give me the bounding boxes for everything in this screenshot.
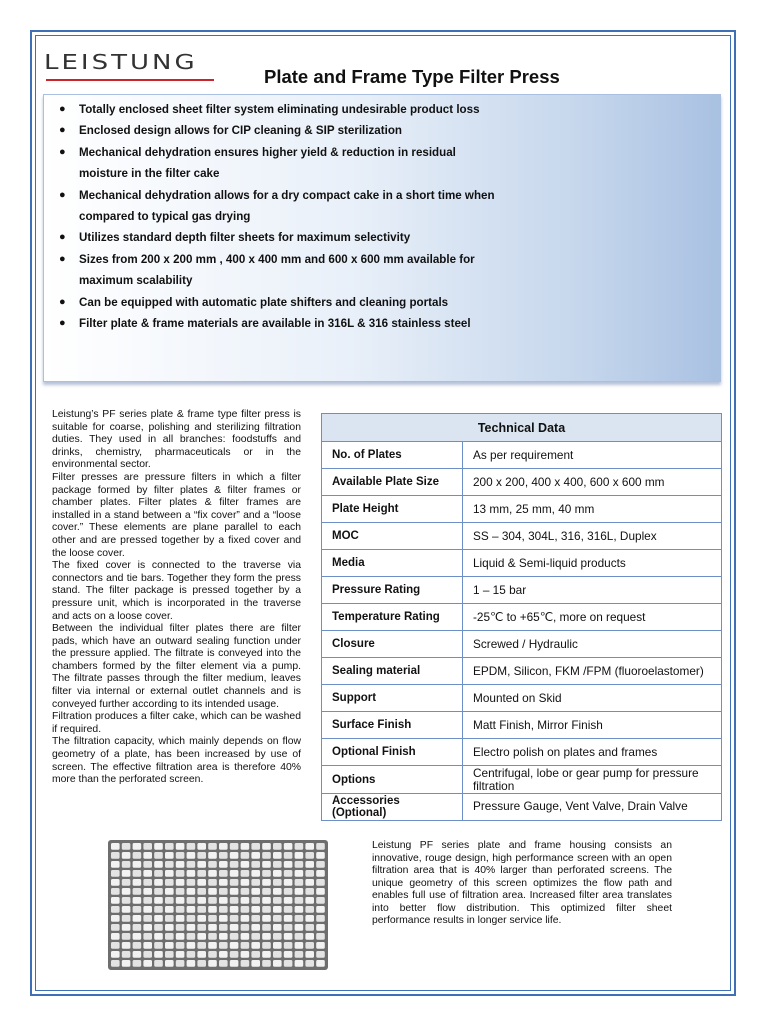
description-paragraph: The filtration capacity, which mainly depends on flow geometry of a plate, has been increased by use of screen. The effective filtration area is therefore 40% more than the perforated screen. [52,736,301,786]
spec-value: Liquid & Semi-liquid products [463,550,722,577]
bullet-icon: ● [59,231,66,244]
page-title: Plate and Frame Type Filter Press [264,66,560,87]
feature-list [44,99,720,334]
feature-item [44,249,720,292]
description-paragraph: Between the individual filter plates there are filter pads, which have an outward sealing function under the pressure applied. The filtrate is conveyed into the chambers formed by the filter element via a pump. The filtrate passes through the filter medium, leaves filter via internal or external outlet channels and is conveyed further according to its intended usage. [52,623,301,710]
feature-item [44,142,720,185]
spec-value: Centrifugal, lobe or gear pump for pressure filtration [463,766,722,793]
table-row [322,766,722,793]
spec-key: MOC [322,523,463,550]
spec-value: 200 x 200, 400 x 400, 600 x 600 mm [463,469,722,496]
spec-value: EPDM, Silicon, FKM /FPM (fluoroelastomer) [463,658,722,685]
technical-data-table [321,413,722,821]
spec-value: Electro polish on plates and frames [463,739,722,766]
logo-underline [46,79,214,81]
table-row [322,793,722,820]
feature-text: Enclosed design allows for CIP cleaning & SIP sterilization [79,124,402,138]
table-row [322,604,722,631]
bullet-icon: ● [59,124,66,137]
spec-key: Pressure Rating [322,577,463,604]
spec-key: Options [322,766,463,793]
feature-item [44,292,720,313]
feature-text: Mechanical dehydration ensures higher yield & reduction in residual moisture in the filter cake [79,145,456,181]
feature-text: Sizes from 200 x 200 mm , 400 x 400 mm and 600 x 600 mm available for maximum scalability [79,252,475,288]
spec-key: Closure [322,631,463,658]
spec-key: Sealing material [322,658,463,685]
feature-item [44,313,720,334]
description-paragraph: Filtration produces a filter cake, which can be washed if required. [52,711,301,735]
table-row [322,631,722,658]
table-row [322,442,722,469]
feature-item [44,185,720,228]
bullet-icon: ● [59,252,66,265]
spec-key: Media [322,550,463,577]
feature-item [44,99,720,120]
table-row [322,550,722,577]
spec-value: Pressure Gauge, Vent Valve, Drain Valve [463,793,722,820]
feature-text: Can be equipped with automatic plate shifters and cleaning portals [79,295,449,309]
spec-value: 1 – 15 bar [463,577,722,604]
spec-value: As per requirement [463,442,722,469]
bullet-icon: ● [59,317,66,330]
features-panel [43,94,721,382]
spec-value: SS – 304, 304L, 316, 316L, Duplex [463,523,722,550]
spec-key: Temperature Rating [322,604,463,631]
table-row [322,685,722,712]
table-row [322,523,722,550]
spec-value: 13 mm, 25 mm, 40 mm [463,496,722,523]
table-row [322,577,722,604]
table-row [322,658,722,685]
table-row [322,496,722,523]
spec-key: Surface Finish [322,712,463,739]
table-row [322,739,722,766]
bullet-icon: ● [59,295,66,308]
technical-data-heading: Technical Data [322,414,722,442]
description-text [52,409,301,787]
feature-item [44,120,720,141]
feature-text: Filter plate & frame materials are available in 316L & 316 stainless steel [79,317,471,331]
spec-value: Mounted on Skid [463,685,722,712]
logo-text: LEISTUNG [44,50,198,75]
feature-text: Totally enclosed sheet filter system eliminating undesirable product loss [79,103,480,116]
feature-text: Mechanical dehydration allows for a dry compact cake in a short time when compared to typical gas drying [79,188,495,224]
housing-description: Leistung PF series plate and frame housing consists an innovative, rouge design, high performance screen with an open filtration area that is 40% larger than perforated screens. The unique geometry of this screen optimizes the flow path and enables full use of filtration area. Increased filter area translates into better flow distribution. This optimized filter sheet performance results in longer service life. [372,840,672,926]
spec-key: Optional Finish [322,739,463,766]
bullet-icon: ● [59,145,66,158]
feature-item [44,227,720,248]
bullet-icon: ● [59,103,66,115]
description-paragraph: Leistung’s PF series plate & frame type filter press is suitable for coarse, polishing and sterilizing filtration duties. They used in all branches: foodstuffs and drinks, chemistry, pharmaceuticals or in the environmental sector. [52,409,301,471]
table-row [322,712,722,739]
spec-key: No. of Plates [322,442,463,469]
bullet-icon: ● [59,188,66,201]
description-paragraph: The fixed cover is connected to the traverse via connectors and tie bars. Together they form the press stand. The filter package is pressed together by a pressure unit, which is incorporated in the traverse and acts on a loose cover. [52,560,301,622]
spec-value: Matt Finish, Mirror Finish [463,712,722,739]
spec-key: Plate Height [322,496,463,523]
description-paragraph: Filter presses are pressure filters in which a filter package formed by filter plates & filter frames or chamber plates. Filter plates & filter frames are installed in a stand between a “fix cover” and a “loose cover.” These elements are plane parallel to each other and are pressed together by a fixed cover and the loose cover. [52,471,301,559]
spec-value: Screwed / Hydraulic [463,631,722,658]
spec-key: Accessories (Optional) [322,793,463,820]
filter-screen-image [106,838,330,972]
feature-text: Utilizes standard depth filter sheets for maximum selectivity [79,231,411,245]
spec-value: -25℃ to +65℃, more on request [463,604,722,631]
company-logo [44,52,220,82]
spec-key: Support [322,685,463,712]
spec-key: Available Plate Size [322,469,463,496]
table-row [322,469,722,496]
